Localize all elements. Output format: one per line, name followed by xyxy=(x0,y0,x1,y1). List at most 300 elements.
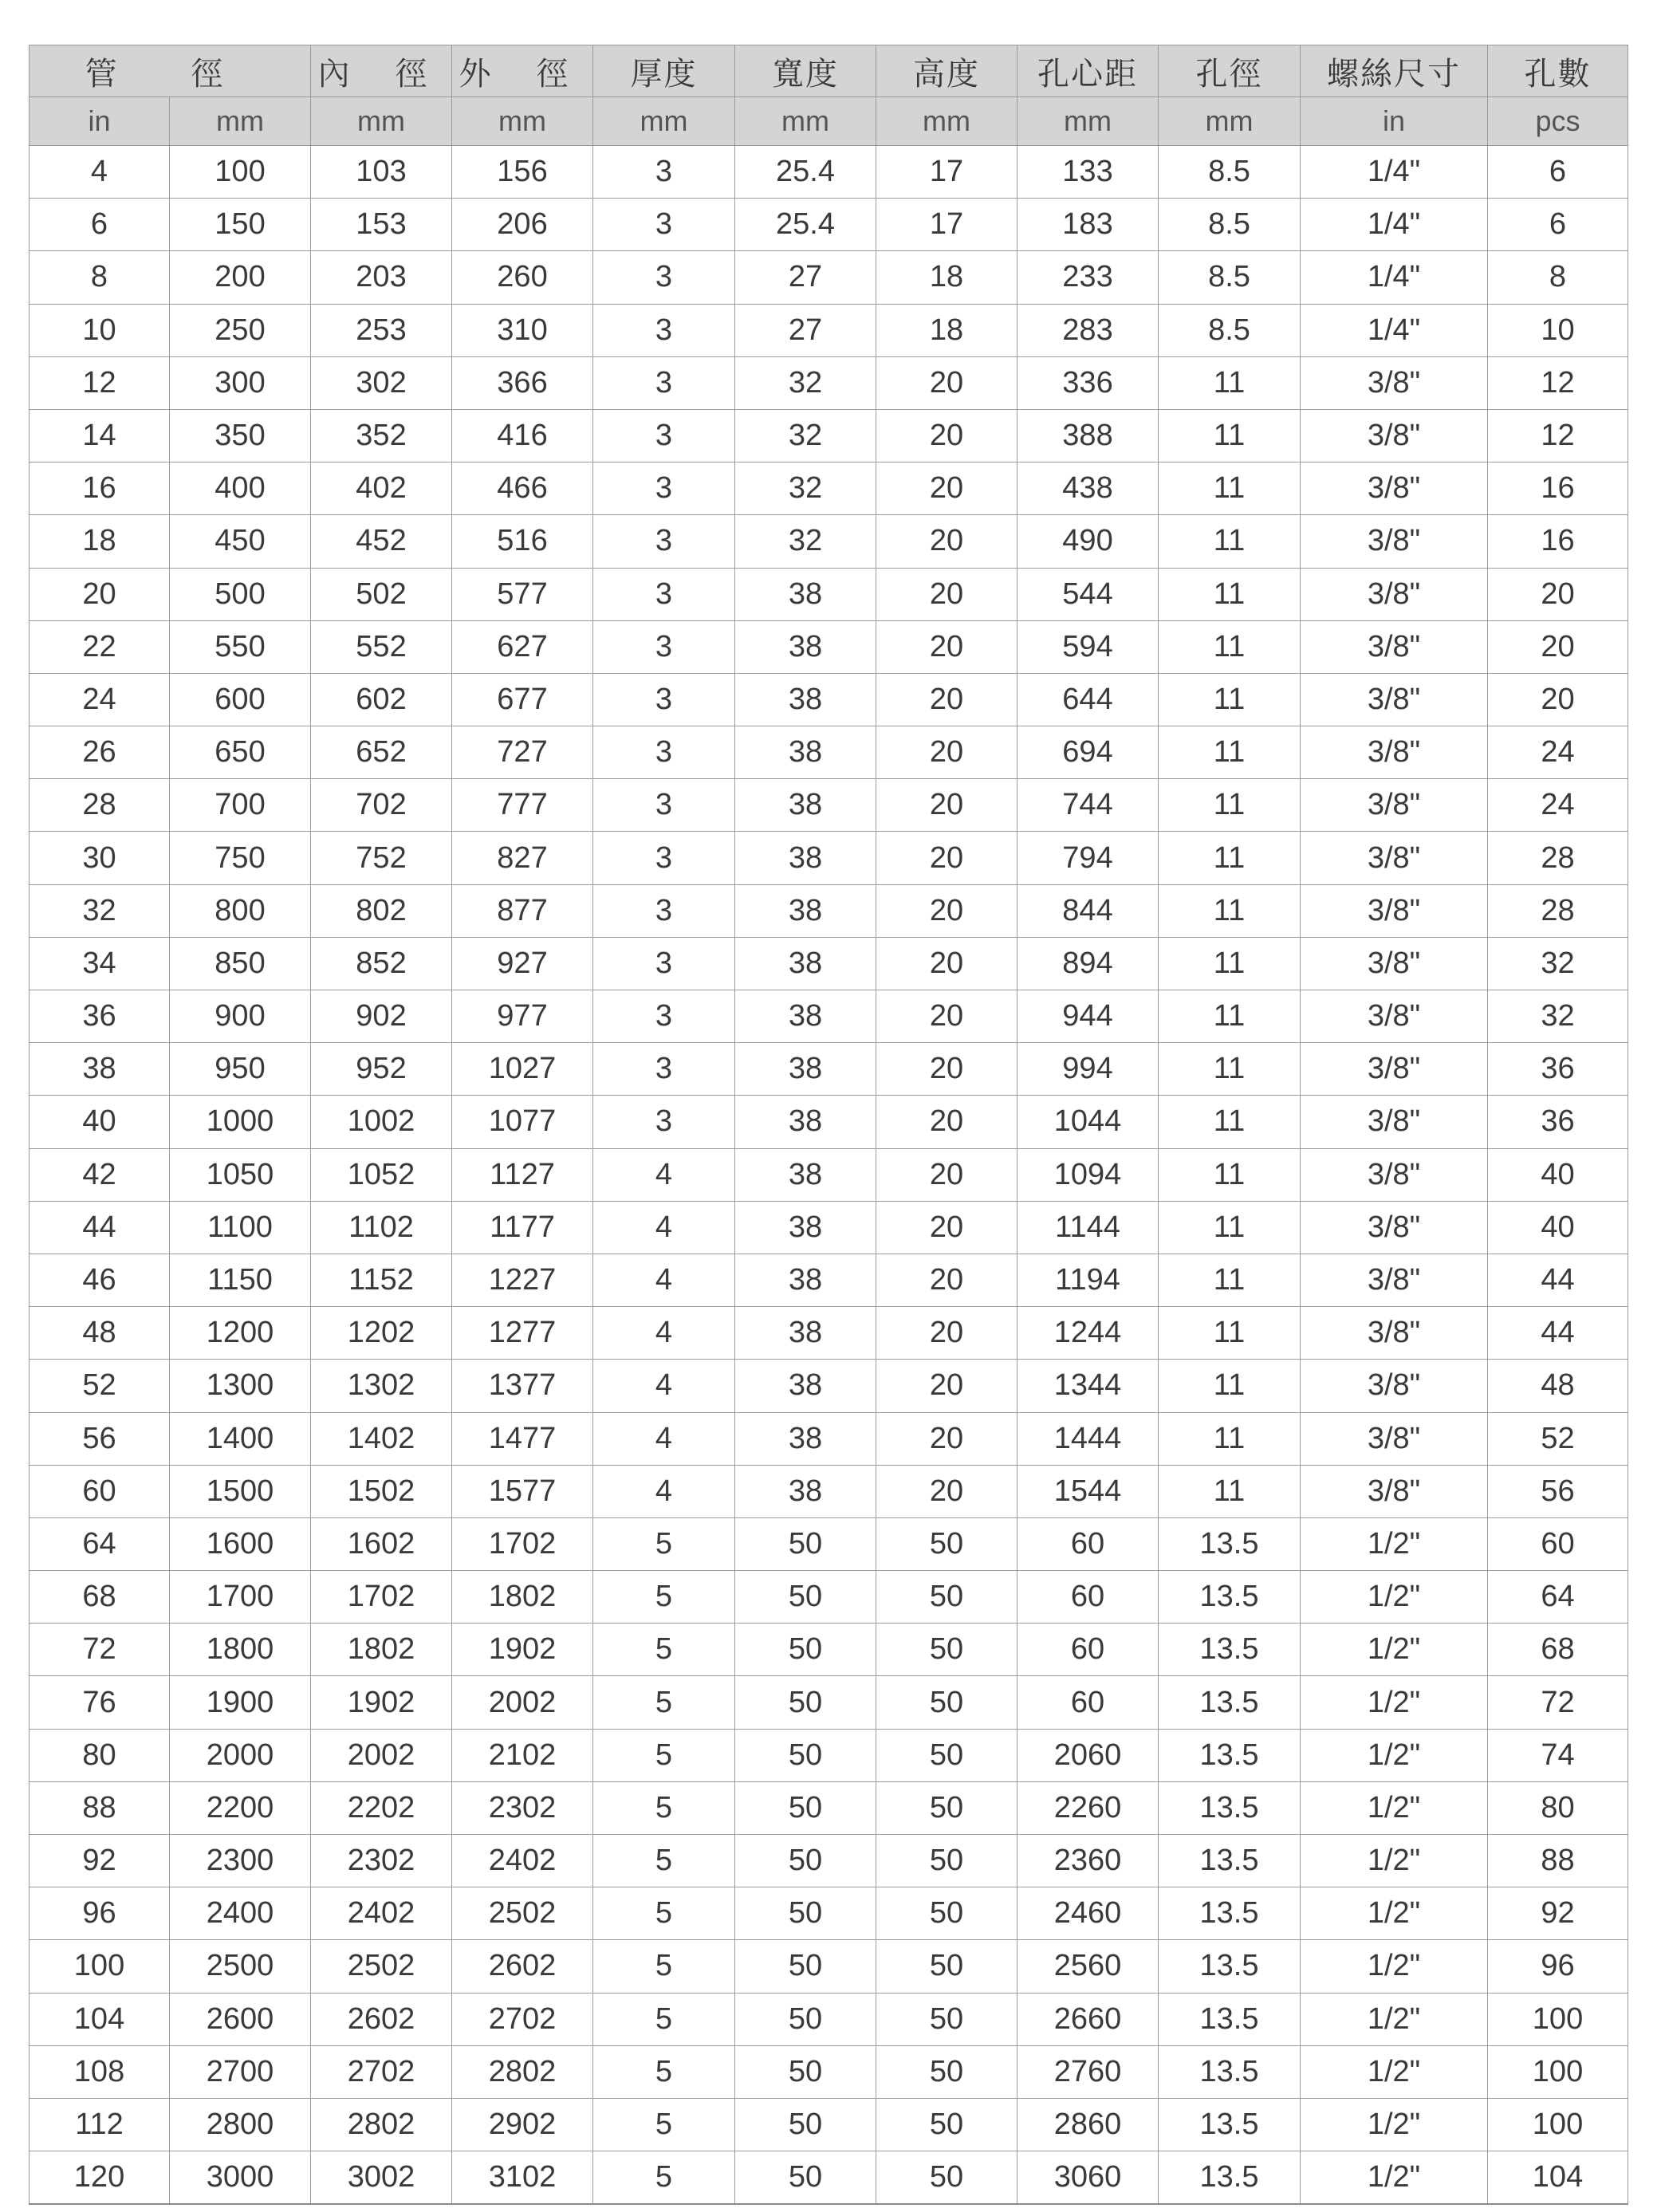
table-cell: 13.5 xyxy=(1159,1729,1301,1781)
table-cell: 5 xyxy=(593,1517,735,1570)
table-cell: 20 xyxy=(876,1465,1017,1517)
table-cell: 60 xyxy=(1017,1571,1159,1624)
table-cell: 1802 xyxy=(452,1571,593,1624)
table-cell: 400 xyxy=(170,462,311,515)
table-cell: 32 xyxy=(1488,990,1628,1043)
table-cell: 20 xyxy=(876,937,1017,990)
table-cell: 183 xyxy=(1017,199,1159,251)
table-row xyxy=(30,199,1628,251)
table-cell: 38 xyxy=(735,937,876,990)
table-cell: 490 xyxy=(1017,515,1159,568)
table-cell: 1200 xyxy=(170,1307,311,1360)
table-cell: 677 xyxy=(452,673,593,726)
table-cell: 5 xyxy=(593,1887,735,1940)
table-cell: 1/2" xyxy=(1301,1993,1488,2045)
table-cell: 2602 xyxy=(452,1940,593,1993)
unit-cell: pcs xyxy=(1488,97,1628,146)
table-cell: 50 xyxy=(735,1517,876,1570)
table-cell: 1/4" xyxy=(1301,304,1488,356)
table-cell: 18 xyxy=(876,304,1017,356)
header-pipe-diameter: 管 徑 xyxy=(30,45,311,97)
table-cell: 310 xyxy=(452,304,593,356)
table-row xyxy=(30,1835,1628,1887)
table-cell: 900 xyxy=(170,990,311,1043)
table-cell: 38 xyxy=(735,884,876,937)
table-cell: 2102 xyxy=(452,1729,593,1781)
table-cell: 74 xyxy=(1488,1729,1628,1781)
table-cell: 20 xyxy=(1488,620,1628,673)
header-row-units xyxy=(30,97,1628,146)
table-cell: 3/8" xyxy=(1301,1254,1488,1306)
table-cell: 3/8" xyxy=(1301,515,1488,568)
table-cell: 3 xyxy=(593,409,735,462)
table-cell: 466 xyxy=(452,462,593,515)
table-cell: 30 xyxy=(30,832,170,884)
table-cell: 11 xyxy=(1159,515,1301,568)
table-cell: 32 xyxy=(30,884,170,937)
table-row xyxy=(30,568,1628,620)
table-cell: 32 xyxy=(1488,937,1628,990)
table-cell: 38 xyxy=(735,1096,876,1148)
table-cell: 11 xyxy=(1159,356,1301,409)
table-cell: 1902 xyxy=(452,1624,593,1676)
table-cell: 10 xyxy=(1488,304,1628,356)
table-cell: 2760 xyxy=(1017,2045,1159,2098)
table-row xyxy=(30,356,1628,409)
header-width: 寬度 xyxy=(735,45,876,97)
table-cell: 20 xyxy=(876,1201,1017,1254)
table-cell: 50 xyxy=(876,1781,1017,1834)
table-cell: 3 xyxy=(593,1043,735,1096)
table-cell: 44 xyxy=(30,1201,170,1254)
table-cell: 388 xyxy=(1017,409,1159,462)
unit-cell: mm xyxy=(735,97,876,146)
table-cell: 38 xyxy=(735,1307,876,1360)
table-cell: 750 xyxy=(170,832,311,884)
table-cell: 452 xyxy=(311,515,452,568)
table-cell: 50 xyxy=(735,1993,876,2045)
table-cell: 1577 xyxy=(452,1465,593,1517)
table-cell: 1300 xyxy=(170,1360,311,1412)
table-cell: 1194 xyxy=(1017,1254,1159,1306)
table-cell: 13.5 xyxy=(1159,1781,1301,1834)
table-cell: 552 xyxy=(311,620,452,673)
table-cell: 852 xyxy=(311,937,452,990)
table-cell: 1602 xyxy=(311,1517,452,1570)
table-cell: 8 xyxy=(30,251,170,304)
table-cell: 38 xyxy=(735,1043,876,1096)
table-cell: 952 xyxy=(311,1043,452,1096)
table-cell: 68 xyxy=(1488,1624,1628,1676)
table-cell: 56 xyxy=(30,1412,170,1465)
table-cell: 2702 xyxy=(452,1993,593,2045)
header-inner-diameter: 內 徑 xyxy=(311,45,452,97)
table-cell: 3/8" xyxy=(1301,990,1488,1043)
unit-cell: mm xyxy=(311,97,452,146)
table-cell: 5 xyxy=(593,1571,735,1624)
table-cell: 50 xyxy=(876,2151,1017,2205)
table-cell: 16 xyxy=(1488,515,1628,568)
table-cell: 3/8" xyxy=(1301,1465,1488,1517)
table-cell: 38 xyxy=(30,1043,170,1096)
table-row xyxy=(30,1148,1628,1201)
table-cell: 2602 xyxy=(311,1993,452,2045)
table-cell: 1/2" xyxy=(1301,1835,1488,1887)
unit-cell: mm xyxy=(1159,97,1301,146)
table-cell: 112 xyxy=(30,2098,170,2151)
table-cell: 544 xyxy=(1017,568,1159,620)
table-cell: 11 xyxy=(1159,779,1301,832)
table-row xyxy=(30,1201,1628,1254)
table-cell: 13.5 xyxy=(1159,1517,1301,1570)
table-cell: 206 xyxy=(452,199,593,251)
table-cell: 4 xyxy=(30,146,170,199)
table-cell: 38 xyxy=(735,1360,876,1412)
table-cell: 336 xyxy=(1017,356,1159,409)
table-cell: 38 xyxy=(735,1465,876,1517)
table-cell: 2402 xyxy=(311,1887,452,1940)
table-cell: 1/4" xyxy=(1301,251,1488,304)
table-cell: 50 xyxy=(876,1887,1017,1940)
table-cell: 44 xyxy=(1488,1307,1628,1360)
table-cell: 1/2" xyxy=(1301,1887,1488,1940)
unit-cell: mm xyxy=(452,97,593,146)
table-cell: 50 xyxy=(735,1940,876,1993)
table-cell: 438 xyxy=(1017,462,1159,515)
table-cell: 60 xyxy=(1017,1624,1159,1676)
table-cell: 2060 xyxy=(1017,1729,1159,1781)
table-cell: 44 xyxy=(1488,1254,1628,1306)
table-cell: 3/8" xyxy=(1301,1201,1488,1254)
table-cell: 594 xyxy=(1017,620,1159,673)
table-cell: 302 xyxy=(311,356,452,409)
table-cell: 11 xyxy=(1159,1096,1301,1148)
table-cell: 100 xyxy=(1488,2098,1628,2151)
table-cell: 11 xyxy=(1159,1465,1301,1517)
table-cell: 46 xyxy=(30,1254,170,1306)
table-cell: 2800 xyxy=(170,2098,311,2151)
table-cell: 2460 xyxy=(1017,1887,1159,1940)
table-cell: 5 xyxy=(593,1993,735,2045)
table-row xyxy=(30,937,1628,990)
table-cell: 20 xyxy=(876,990,1017,1043)
table-row xyxy=(30,1096,1628,1148)
table-cell: 1/4" xyxy=(1301,199,1488,251)
table-row xyxy=(30,409,1628,462)
table-cell: 104 xyxy=(30,1993,170,2045)
table-cell: 450 xyxy=(170,515,311,568)
table-cell: 11 xyxy=(1159,409,1301,462)
table-cell: 20 xyxy=(876,1360,1017,1412)
table-cell: 60 xyxy=(1017,1676,1159,1729)
header-screw-size: 螺絲尺寸 xyxy=(1301,45,1488,97)
table-cell: 36 xyxy=(1488,1043,1628,1096)
table-cell: 203 xyxy=(311,251,452,304)
table-cell: 38 xyxy=(735,832,876,884)
table-cell: 794 xyxy=(1017,832,1159,884)
table-cell: 20 xyxy=(1488,568,1628,620)
table-cell: 48 xyxy=(1488,1360,1628,1412)
table-cell: 92 xyxy=(30,1835,170,1887)
table-cell: 3/8" xyxy=(1301,462,1488,515)
table-cell: 3 xyxy=(593,1096,735,1148)
table-cell: 13.5 xyxy=(1159,2151,1301,2205)
unit-cell: mm xyxy=(876,97,1017,146)
table-cell: 13.5 xyxy=(1159,1940,1301,1993)
table-cell: 994 xyxy=(1017,1043,1159,1096)
table-cell: 1800 xyxy=(170,1624,311,1676)
table-row xyxy=(30,990,1628,1043)
table-cell: 944 xyxy=(1017,990,1159,1043)
table-cell: 2502 xyxy=(311,1940,452,1993)
table-cell: 32 xyxy=(735,515,876,568)
table-cell: 6 xyxy=(1488,146,1628,199)
table-cell: 20 xyxy=(876,409,1017,462)
table-cell: 1/2" xyxy=(1301,1729,1488,1781)
table-cell: 88 xyxy=(1488,1835,1628,1887)
table-cell: 100 xyxy=(1488,1993,1628,2045)
header-outer-diameter: 外 徑 xyxy=(452,45,593,97)
table-row xyxy=(30,1360,1628,1412)
table-cell: 744 xyxy=(1017,779,1159,832)
table-cell: 352 xyxy=(311,409,452,462)
table-row xyxy=(30,1571,1628,1624)
table-row xyxy=(30,1993,1628,2045)
table-cell: 50 xyxy=(735,1729,876,1781)
table-cell: 5 xyxy=(593,2151,735,2205)
table-cell: 3 xyxy=(593,515,735,568)
table-cell: 20 xyxy=(876,673,1017,726)
table-row xyxy=(30,726,1628,779)
table-cell: 2600 xyxy=(170,1993,311,2045)
table-cell: 5 xyxy=(593,1729,735,1781)
table-cell: 1127 xyxy=(452,1148,593,1201)
table-cell: 8.5 xyxy=(1159,146,1301,199)
table-cell: 11 xyxy=(1159,937,1301,990)
table-cell: 3 xyxy=(593,568,735,620)
table-cell: 777 xyxy=(452,779,593,832)
table-cell: 108 xyxy=(30,2045,170,2098)
table-cell: 1402 xyxy=(311,1412,452,1465)
table-row xyxy=(30,2045,1628,2098)
table-row xyxy=(30,884,1628,937)
unit-cell: in xyxy=(30,97,170,146)
table-cell: 20 xyxy=(876,462,1017,515)
table-cell: 3 xyxy=(593,146,735,199)
table-cell: 50 xyxy=(876,1517,1017,1570)
table-cell: 3000 xyxy=(170,2151,311,2205)
table-cell: 5 xyxy=(593,1781,735,1834)
table-cell: 50 xyxy=(876,1676,1017,1729)
table-cell: 253 xyxy=(311,304,452,356)
table-cell: 3102 xyxy=(452,2151,593,2205)
table-row xyxy=(30,832,1628,884)
header-hole-pitch: 孔心距 xyxy=(1017,45,1159,97)
table-cell: 11 xyxy=(1159,1254,1301,1306)
table-cell: 50 xyxy=(735,1571,876,1624)
table-cell: 627 xyxy=(452,620,593,673)
table-cell: 650 xyxy=(170,726,311,779)
table-cell: 8 xyxy=(1488,251,1628,304)
table-cell: 3/8" xyxy=(1301,726,1488,779)
table-cell: 850 xyxy=(170,937,311,990)
table-cell: 20 xyxy=(876,832,1017,884)
table-cell: 1/2" xyxy=(1301,2098,1488,2151)
table-cell: 38 xyxy=(735,673,876,726)
table-cell: 11 xyxy=(1159,462,1301,515)
table-cell: 1400 xyxy=(170,1412,311,1465)
table-cell: 3 xyxy=(593,673,735,726)
table-cell: 60 xyxy=(30,1465,170,1517)
table-cell: 844 xyxy=(1017,884,1159,937)
table-cell: 1600 xyxy=(170,1517,311,1570)
table-cell: 3 xyxy=(593,304,735,356)
table-cell: 827 xyxy=(452,832,593,884)
table-cell: 100 xyxy=(30,1940,170,1993)
table-cell: 2802 xyxy=(311,2098,452,2151)
table-cell: 233 xyxy=(1017,251,1159,304)
table-cell: 8.5 xyxy=(1159,304,1301,356)
table-cell: 42 xyxy=(30,1148,170,1201)
table-cell: 100 xyxy=(1488,2045,1628,2098)
table-cell: 27 xyxy=(735,251,876,304)
table-cell: 366 xyxy=(452,356,593,409)
table-cell: 1002 xyxy=(311,1096,452,1148)
table-row xyxy=(30,1624,1628,1676)
table-cell: 2560 xyxy=(1017,1940,1159,1993)
table-cell: 27 xyxy=(735,304,876,356)
table-cell: 3/8" xyxy=(1301,356,1488,409)
table-cell: 3/8" xyxy=(1301,832,1488,884)
table-cell: 50 xyxy=(876,2098,1017,2151)
table-cell: 4 xyxy=(593,1465,735,1517)
table-cell: 13.5 xyxy=(1159,1835,1301,1887)
table-cell: 2000 xyxy=(170,1729,311,1781)
table-cell: 50 xyxy=(876,2045,1017,2098)
table-cell: 2360 xyxy=(1017,1835,1159,1887)
table-cell: 3/8" xyxy=(1301,1307,1488,1360)
table-cell: 50 xyxy=(876,1835,1017,1887)
unit-cell: in xyxy=(1301,97,1488,146)
table-row xyxy=(30,1307,1628,1360)
table-cell: 1/2" xyxy=(1301,1624,1488,1676)
table-cell: 3/8" xyxy=(1301,779,1488,832)
table-cell: 17 xyxy=(876,199,1017,251)
table-cell: 350 xyxy=(170,409,311,462)
table-cell: 3 xyxy=(593,620,735,673)
table-cell: 11 xyxy=(1159,884,1301,937)
table-cell: 20 xyxy=(876,1307,1017,1360)
table-cell: 20 xyxy=(876,726,1017,779)
table-cell: 8.5 xyxy=(1159,251,1301,304)
table-cell: 1/2" xyxy=(1301,2151,1488,2205)
table-cell: 977 xyxy=(452,990,593,1043)
table-cell: 20 xyxy=(876,356,1017,409)
table-cell: 100 xyxy=(170,146,311,199)
table-cell: 64 xyxy=(30,1517,170,1570)
table-cell: 12 xyxy=(1488,409,1628,462)
table-cell: 8.5 xyxy=(1159,199,1301,251)
table-cell: 38 xyxy=(735,1412,876,1465)
table-row xyxy=(30,2151,1628,2205)
table-cell: 283 xyxy=(1017,304,1159,356)
table-cell: 76 xyxy=(30,1676,170,1729)
table-cell: 38 xyxy=(735,1148,876,1201)
table-cell: 1/2" xyxy=(1301,1571,1488,1624)
table-cell: 1044 xyxy=(1017,1096,1159,1148)
table-cell: 150 xyxy=(170,199,311,251)
table-header xyxy=(30,45,1628,146)
table-cell: 12 xyxy=(30,356,170,409)
header-row-names xyxy=(30,45,1628,97)
table-cell: 4 xyxy=(593,1307,735,1360)
table-cell: 68 xyxy=(30,1571,170,1624)
table-cell: 96 xyxy=(1488,1940,1628,1993)
table-cell: 1077 xyxy=(452,1096,593,1148)
table-cell: 2202 xyxy=(311,1781,452,1834)
table-cell: 1227 xyxy=(452,1254,593,1306)
table-cell: 3 xyxy=(593,199,735,251)
table-cell: 11 xyxy=(1159,1148,1301,1201)
table-cell: 600 xyxy=(170,673,311,726)
table-cell: 10 xyxy=(30,304,170,356)
table-cell: 2700 xyxy=(170,2045,311,2098)
table-cell: 2260 xyxy=(1017,1781,1159,1834)
table-cell: 1702 xyxy=(452,1517,593,1570)
table-cell: 5 xyxy=(593,1835,735,1887)
table-cell: 5 xyxy=(593,1676,735,1729)
table-cell: 11 xyxy=(1159,620,1301,673)
table-cell: 25.4 xyxy=(735,199,876,251)
table-cell: 3/8" xyxy=(1301,1360,1488,1412)
table-cell: 950 xyxy=(170,1043,311,1096)
table-cell: 50 xyxy=(735,2098,876,2151)
table-cell: 80 xyxy=(30,1729,170,1781)
table-cell: 11 xyxy=(1159,1201,1301,1254)
table-cell: 5 xyxy=(593,1940,735,1993)
header-height: 高度 xyxy=(876,45,1017,97)
table-cell: 3002 xyxy=(311,2151,452,2205)
table-cell: 50 xyxy=(735,1887,876,1940)
table-cell: 1/2" xyxy=(1301,1676,1488,1729)
table-cell: 4 xyxy=(593,1412,735,1465)
table-cell: 5 xyxy=(593,1624,735,1676)
table-cell: 3 xyxy=(593,884,735,937)
table-cell: 36 xyxy=(1488,1096,1628,1148)
table-cell: 877 xyxy=(452,884,593,937)
table-cell: 28 xyxy=(1488,884,1628,937)
table-cell: 34 xyxy=(30,937,170,990)
table-cell: 50 xyxy=(735,2151,876,2205)
table-cell: 32 xyxy=(735,462,876,515)
table-cell: 1050 xyxy=(170,1148,311,1201)
table-cell: 2402 xyxy=(452,1835,593,1887)
table-cell: 3 xyxy=(593,726,735,779)
table-cell: 300 xyxy=(170,356,311,409)
table-cell: 3/8" xyxy=(1301,884,1488,937)
table-cell: 20 xyxy=(876,1412,1017,1465)
table-cell: 13.5 xyxy=(1159,1676,1301,1729)
table-row xyxy=(30,1412,1628,1465)
table-cell: 1377 xyxy=(452,1360,593,1412)
table-cell: 38 xyxy=(735,620,876,673)
table-cell: 700 xyxy=(170,779,311,832)
table-cell: 50 xyxy=(876,1729,1017,1781)
table-cell: 3/8" xyxy=(1301,409,1488,462)
table-cell: 1150 xyxy=(170,1254,311,1306)
table-cell: 38 xyxy=(735,568,876,620)
table-cell: 694 xyxy=(1017,726,1159,779)
